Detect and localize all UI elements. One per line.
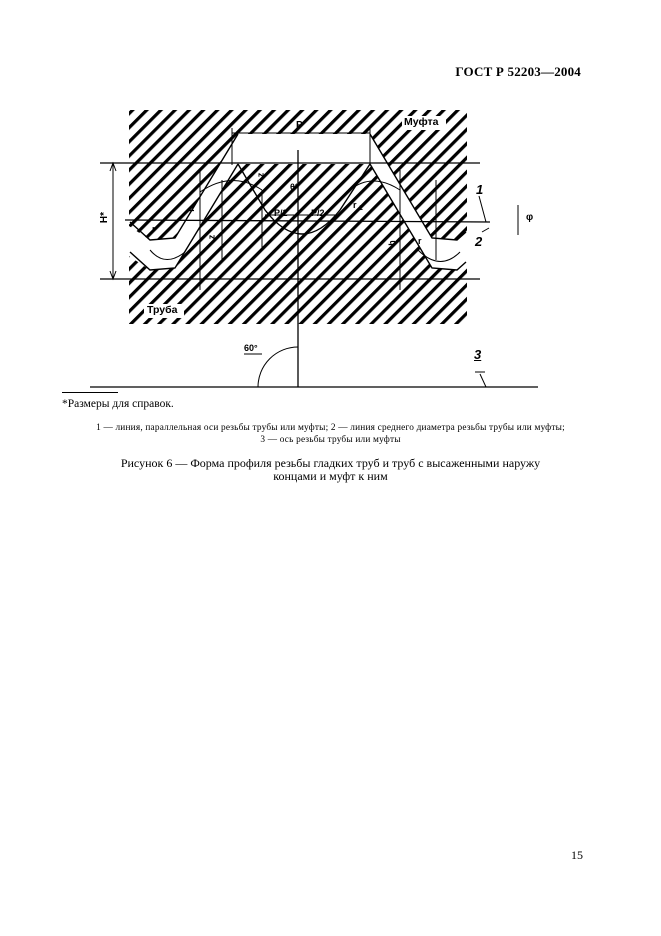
label-pitch: P <box>296 120 303 131</box>
label-half-pitch-right: P/2 <box>311 208 325 218</box>
label-z-left: z <box>206 234 217 240</box>
document-header: ГОСТ Р 52203—2004 <box>455 64 581 79</box>
callout-3: 3 <box>474 347 482 362</box>
label-r-index: 1 <box>359 205 363 212</box>
label-angle-top: θ* <box>290 182 299 192</box>
label-r-mid: r <box>353 200 357 210</box>
label-r-right: r <box>418 236 422 246</box>
thread-profile-drawing <box>0 100 661 400</box>
thread-profile-figure <box>0 100 661 400</box>
footnote-rule <box>62 392 118 393</box>
callout-1: 1 <box>476 182 484 197</box>
footnote: *Размеры для справок. <box>62 398 174 410</box>
figure-caption <box>60 457 601 483</box>
label-height: H* <box>99 211 111 224</box>
label-h-left: h <box>185 206 196 212</box>
page-number: 15 <box>571 848 583 862</box>
label-half-pitch-left: P/2 <box>274 208 288 218</box>
label-pipe: Труба <box>147 304 178 316</box>
legend-line-1: 1 — линия, параллельная оси резьбы трубы или муфты; 2 — линия среднего диаметра резьбы трубы или муфты; <box>96 423 565 433</box>
label-phi: φ <box>526 212 534 223</box>
label-coupling: Муфта <box>404 116 439 128</box>
caption-line-1: Рисунок 6 — Форма профиля резьбы гладких труб и труб с высаженными наружу <box>120 456 541 470</box>
label-h-right: h <box>386 240 397 246</box>
caption-line-2: концами и муфт к ним <box>273 469 388 483</box>
legend-line-2: 3 — ось резьбы трубы или муфты <box>260 435 401 445</box>
label-r-left: r <box>152 224 156 234</box>
figure-legend <box>40 422 621 446</box>
label-z-top: z <box>255 172 266 178</box>
label-angle-bottom: 60° <box>244 343 258 353</box>
callout-2: 2 <box>475 234 483 249</box>
